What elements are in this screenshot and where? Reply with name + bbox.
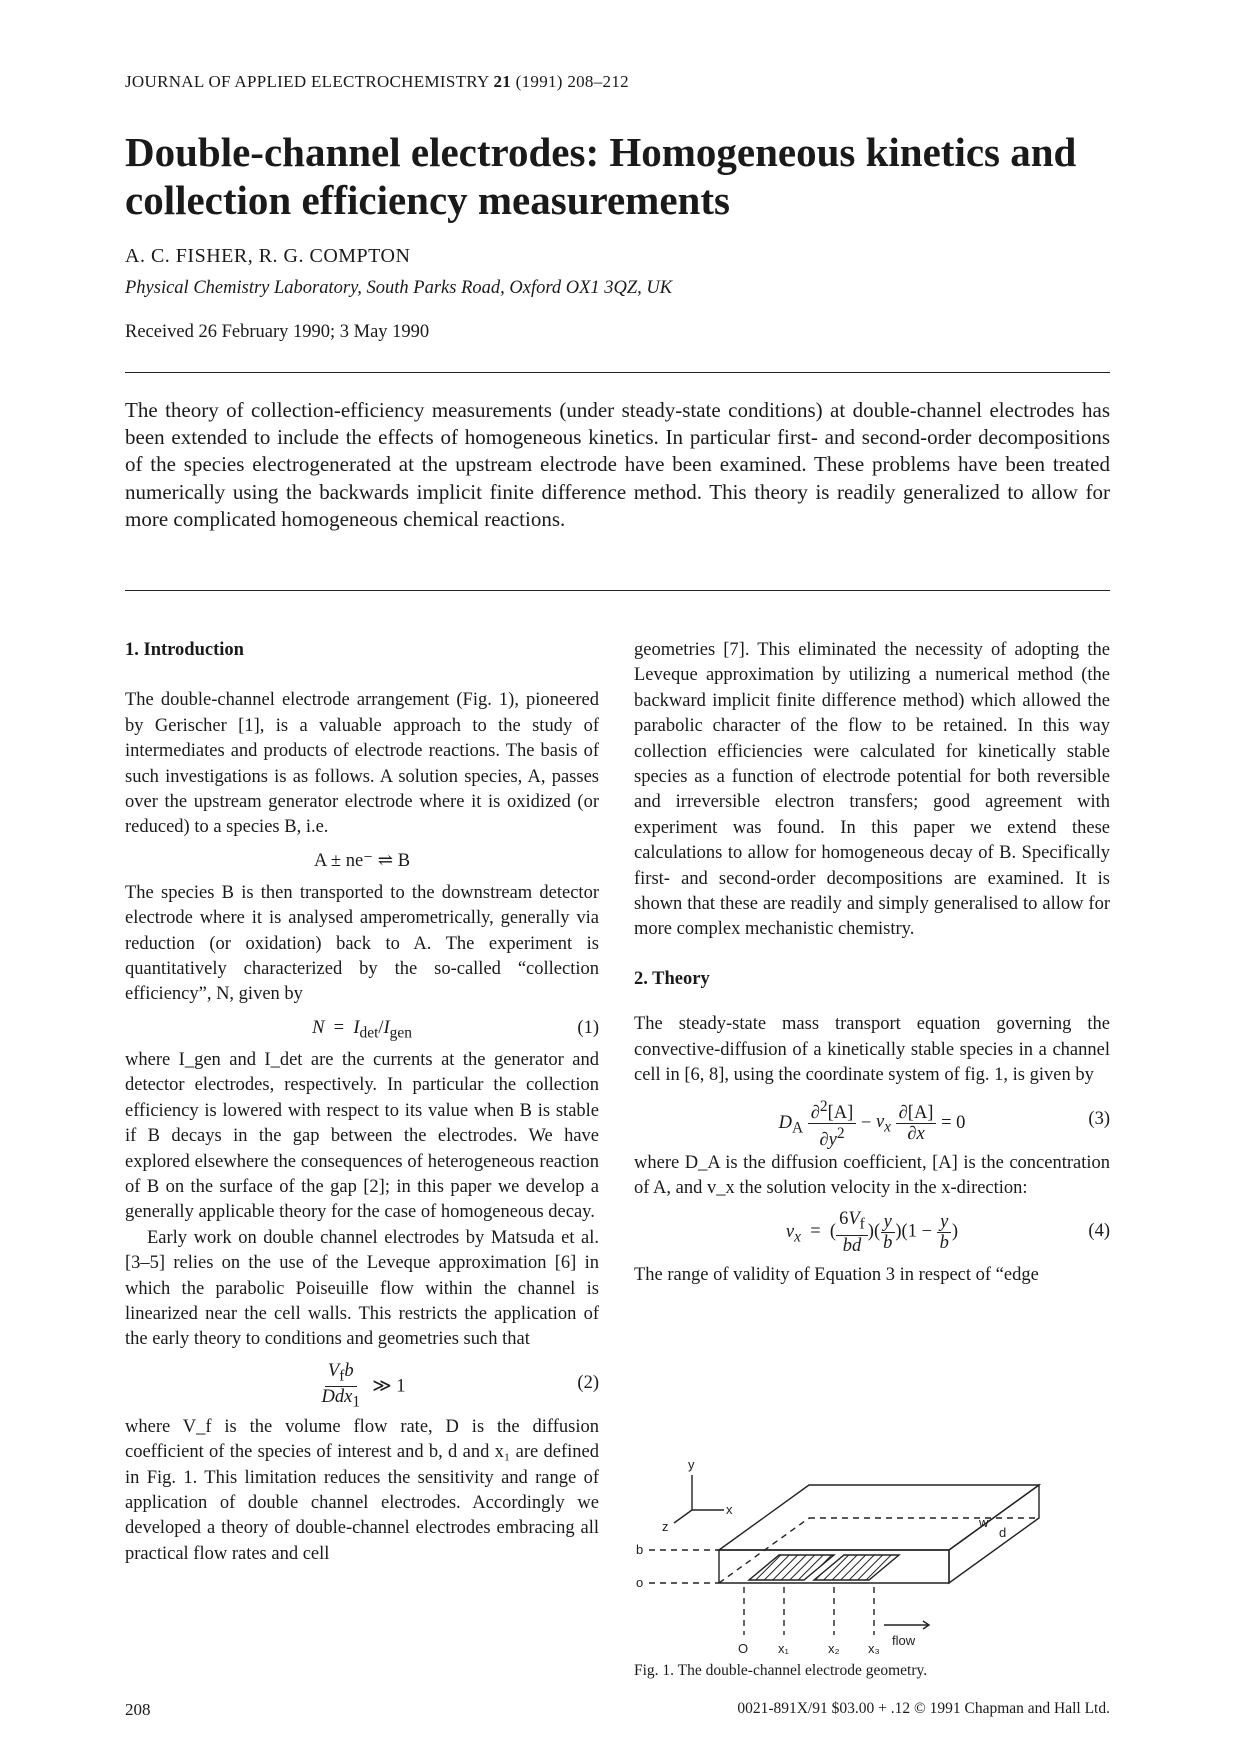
paper-title: Double-channel electrodes: Homogeneous kinetics and collection efficiency measurements [125,129,1077,223]
equation-4: $v_x$ = ( $\frac{6V_f}{bd}$ )( $\frac{y}{b}$ )(1 − $\frac{y}{b}$ ) (4) [785,1209,1110,1256]
page-number: 208 [125,1700,151,1719]
intro-paragraph-3: where I_gen and I_det are the currents at the generator and detector electrodes, respectively. In particular the collection efficiency is lowered with respect to its value when B is stable if B decays in the gap between the electrodes. We have explored elsewhere the consequences of heterogeneous reaction of B on the surface of the gap [2]; in this paper we develop a generally applicable theory for the case of homogeneous decay. [125,1049,599,1223]
theory-paragraph-2: where D_A is the diffusion coefficient, [A] is the concentration of A, and v_x the solution velocity in the x-direction: [634,1152,1110,1198]
x3-label: x₃ [868,1641,880,1656]
d-label: d [999,1525,1007,1540]
equation-2: $\frac{V_fb}{Ddx_1}$ ≫ 1 (2) [321,1360,599,1412]
axes-icon [674,1475,724,1523]
flow-label: flow [892,1633,916,1648]
intro-paragraph-5: where V_f is the volume flow rate, D is the diffusion coefficient of the species of interest and b, d and x₁ are defined in Fig. 1. This limitation reduces the sensitivity and range of application of double channel electrodes. Accordingly we developed a theory of double-channel electrodes embracing all practical flow rates and cell [125,1416,599,1564]
affiliation: Physical Chemistry Laboratory, South Parks Road, Oxford OX1 3QZ, UK [125,278,673,298]
theory-paragraph-3: The range of validity of Equation 3 in respect of “edge [634,1265,1039,1286]
x2-label: x₂ [828,1641,840,1656]
left-column [125,638,599,1567]
right-column [634,638,1110,1289]
axis-z-label: z [662,1519,669,1534]
received-date: Received 26 February 1990; 3 May 1990 [125,322,430,342]
axis-x-label: x [726,1502,733,1517]
axis-y-label: y [688,1457,695,1472]
theory-paragraph-1: The steady-state mass transport equation governing the convective-diffusion of a kinetically stable species in a channel cell in [6, 8], using the coordinate system of fig. 1, is given by [634,1014,1110,1086]
equation-3: $D_A$ $\frac{\partial^2[A]}{\partial y^2}$ − $v_x$ $\frac{\partial[A]}{\partial x}$ = 0 (3) [778,1097,1110,1150]
intro-heading: 1. Introduction [125,640,244,660]
abstract: The theory of collection-efficiency measurements (under steady-state conditions) at double-channel electrodes has been extended to include the effects of homogeneous kinetics. In particular first- and second-order decompositions of the species electrogenerated at the upstream electrode have been examined. These problems have been treated numerically using the backwards implicit finite difference method. This theory is readily generalized to allow for more complicated homogeneous chemical reactions. [125,398,1110,531]
top-rule [125,372,1110,373]
b-label: b [636,1542,644,1557]
bottom-rule [125,590,1110,591]
o-label: o [636,1575,644,1590]
intro-paragraph-4: Early work on double channel electrodes by Matsuda et al. [3–5] relies on the use of the Leveque approximation [6] in which the parabolic Poiseuille flow within the channel is linearized near the cell walls. This restricts the application of the early theory to conditions and geometries such that [125,1227,599,1350]
journal-header: JOURNAL OF APPLIED ELECTROCHEMISTRY 21 (1991) 208–212 [125,72,629,91]
intro-paragraph-2: The species B is then transported to the downstream detector electrode where it is analysed amperometrically, generally via reduction (or oxidation) back to A. The experiment is quantitatively characterized by the so-called “collection efficiency”, N, given by [125,882,599,1005]
figure-caption: Fig. 1. The double-channel electrode geometry. [634,1662,928,1679]
copyright-footer: 0021-891X/91 $03.00 + .12 © 1991 Chapman and Hall Ltd. [737,1700,1110,1717]
x0-label: O [738,1641,749,1656]
authors: A. C. FISHER, R. G. COMPTON [125,245,411,267]
channel-geometry-figure [634,1455,1110,1660]
w-label: w [979,1515,989,1530]
col2-paragraph-1: geometries [7]. This eliminated the necessity of adopting the Leveque approximation by utilizing a numerical method (the backward implicit finite difference method) which allowed the parabolic character of the flow to be retained. In this way collection efficiencies were calculated for kinetically stable species as a function of electrode potential for both reversible and irreversible electron transfers; good agreement with experiment was found. In this paper we extend these calculations to allow for homogeneous decay of B. Specifically first- and second-order decompositions are examined. It is shown that these are readily and simply generalised to allow for more complex mechanistic chemistry. [634,640,1110,940]
theory-heading: 2. Theory [634,968,710,989]
reaction-equation: A ± ne⁻ ⇌ B [313,850,411,871]
intro-paragraph-1: The double-channel electrode arrangement (Fig. 1), pioneered by Gerischer [1], is a valuable approach to the study of intermediates and products of electrode reactions. The basis of such investigations is as follows. A solution species, A, passes over the upstream generator electrode where it is oxidized (or reduced) to a species B, i.e. [125,690,599,838]
equation-1: $N = I_{det}/I_{gen}$ (1) [312,1017,599,1042]
x1-label: x₁ [778,1641,789,1656]
